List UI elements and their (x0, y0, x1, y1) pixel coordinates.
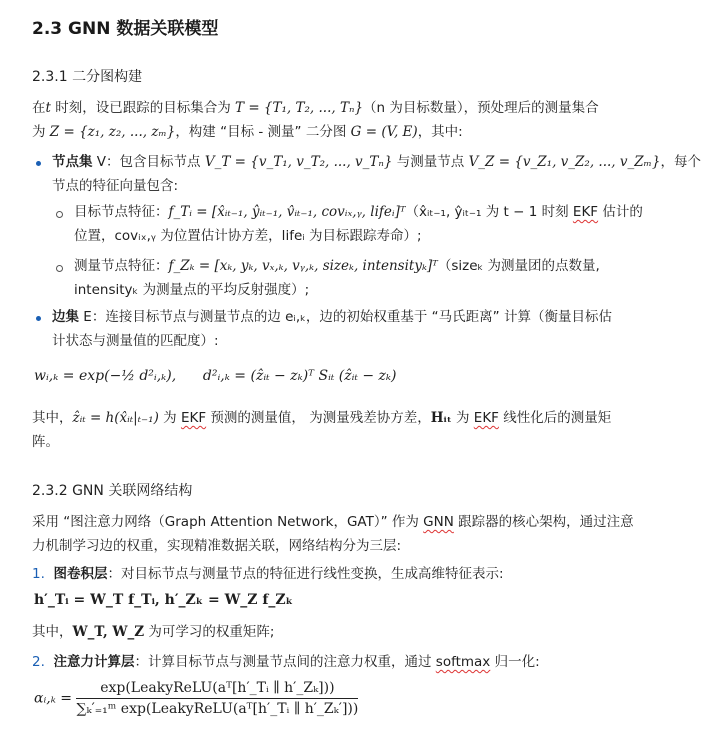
list-item-attention (32, 650, 706, 674)
list-number: 1. (32, 566, 45, 582)
where-text: 为 (451, 410, 474, 426)
graph-eq: G = (V, E) (350, 124, 418, 140)
edge-set-title: 边集 (52, 309, 79, 325)
section-heading-bipartite: 2.3.1 二分图构建 (32, 69, 143, 85)
measurement-feature-eq: f_Zₖ = [xₖ, yₖ, vₓ,ₖ, vᵧ,ₖ, sizeₖ, intensityₖ]ᵀ (168, 258, 438, 274)
measurement-feature-item (74, 254, 706, 302)
edge-set-text: 计状态与测量值的匹配度）: (52, 333, 219, 349)
weight-eq-left: wᵢ,ₖ = exp(−½ d²ᵢ,ₖ), (34, 368, 177, 384)
node-set-item (52, 150, 706, 198)
gnn-term: GNN (423, 514, 454, 530)
list-number: 2. (32, 654, 45, 670)
node-set-title: 节点集 (52, 154, 93, 170)
target-feature-label: 目标节点特征： (74, 204, 169, 220)
section-heading-network: 2.3.2 GNN 关联网络结构 (32, 483, 193, 499)
node-set-text: V：包含目标节点 (92, 154, 205, 170)
linear-transform-equation (34, 592, 293, 608)
ekf-term: EKF (473, 410, 499, 426)
jacobian-symbol: Hᵢₜ (430, 410, 452, 426)
attention-eq-lhs: αᵢ,ₖ = (34, 690, 73, 707)
where-text: 为 (158, 410, 181, 426)
measurement-feature-label: 测量节点特征： (74, 258, 169, 274)
node-set-text: 节点的特征向量包含: (52, 178, 179, 194)
gat-intro-text: 采用 “图注意力网络（Graph Attention Network，GAT）” 作为 (32, 514, 424, 530)
ekf-term: EKF (180, 410, 207, 426)
target-feature-text: （x̂ᵢₜ₋₁, ŷᵢₜ₋₁ 为 t − 1 时刻 (405, 204, 573, 220)
attention-fraction (76, 680, 358, 717)
gat-intro-paragraph (32, 510, 706, 558)
target-feature-text: 位置，covᵢₓ,ᵧ 为位置估计协方差，lifeᵢ 为目标跟踪寿命）; (74, 228, 422, 244)
list-item-graph-conv (32, 562, 706, 586)
bullet-icon (36, 316, 41, 321)
softmax-term: softmax (435, 654, 491, 670)
weight-matrix-text: 其中， (32, 624, 73, 640)
attention-numerator: exp(LeakyReLU(aᵀ[h′_Tᵢ ∥ h′_Zₖ])) (76, 680, 358, 699)
attention-text: ：计算目标节点与测量节点间的注意力权重，通过 (134, 654, 436, 670)
node-set-text: ，每个 (660, 154, 702, 170)
intro-text: ，构建 “目标 - 测量” 二分图 (175, 124, 351, 140)
page-title: 2.3 GNN 数据关联模型 (32, 19, 219, 39)
where-text: 预测的测量值， 为测量残差协方差， (206, 410, 431, 426)
sub-bullet-icon (56, 211, 63, 218)
where-text: 线性化后的测量矩 (498, 410, 612, 426)
measurement-feature-text: （sizeₖ 为测量团的点数量, (437, 258, 600, 274)
intro-text: （n 为目标数量），预处理后的测量集合 (363, 100, 599, 116)
gat-intro-text: 力机制学习边的权重，实现精准数据关联，网络结构分为三层: (32, 538, 402, 554)
node-set-text: 与测量节点 (392, 154, 469, 170)
attention-equation (34, 680, 358, 717)
edge-set-item (52, 305, 706, 353)
where-text: 阵。 (32, 434, 59, 450)
attention-text: 归一化: (490, 654, 540, 670)
target-nodes-eq: V_T = {v_T₁, v_T₂, ..., v_Tₙ} (204, 154, 393, 170)
weight-matrix-symbols: W_T, W_Z (72, 624, 145, 640)
measurement-set-eq: Z = {z₁, z₂, ..., zₘ} (49, 124, 176, 140)
where-paragraph (32, 406, 706, 454)
weight-equation (34, 368, 397, 384)
weight-matrix-text: 为可学习的权重矩阵; (144, 624, 275, 640)
ekf-term: EKF (572, 204, 599, 220)
target-feature-text: 估计的 (598, 204, 643, 220)
target-feature-item (74, 200, 706, 248)
edge-set-text: E：连接目标节点与测量节点的边 eᵢ,ₖ，边的初始权重基于 “马氏距离” 计算（衡量目标估 (79, 309, 612, 325)
graph-conv-title: 图卷积层 (53, 566, 108, 582)
attention-title: 注意力计算层 (53, 654, 135, 670)
time-var: t (45, 100, 51, 116)
weight-matrix-note (32, 620, 706, 644)
measurement-nodes-eq: V_Z = {v_Z₁, v_Z₂, ..., v_Zₘ} (468, 154, 661, 170)
measurement-feature-text: intensityₖ 为测量点的平均反射强度）; (74, 282, 310, 298)
graph-conv-text: ：对目标节点与测量节点的特征进行线性变换，生成高维特征表示: (107, 566, 504, 582)
gat-intro-text: 跟踪器的核心架构，通过注意 (453, 514, 634, 530)
intro-text: 在 (32, 100, 46, 116)
predicted-measurement-eq: ẑᵢₜ = h(x̂ᵢₜ|ₜ₋₁) (72, 410, 159, 426)
intro-text: 时刻，设已跟踪的目标集合为 (50, 100, 236, 116)
sub-bullet-icon (56, 265, 63, 272)
linear-transform-eq: h′_Tᵢ = W_T f_Tᵢ, h′_Zₖ = W_Z f_Zₖ (34, 592, 293, 608)
target-set-eq: T = {T₁, T₂, ..., Tₙ} (235, 100, 364, 116)
where-text: 其中， (32, 410, 73, 426)
attention-denominator: ∑ₖ′₌₁ᵐ exp(LeakyReLU(aᵀ[h′_Tᵢ ∥ h′_Zₖ′])) (76, 701, 359, 717)
intro-text: 为 (32, 124, 50, 140)
bullet-icon (36, 161, 41, 166)
target-feature-eq: f_Tᵢ = [x̂ᵢₜ₋₁, ŷᵢₜ₋₁, v̂ᵢₜ₋₁, covᵢₓ,ᵧ, lifeᵢ]ᵀ (168, 204, 406, 220)
intro-paragraph (32, 96, 706, 144)
mahalanobis-eq: d²ᵢ,ₖ = (ẑᵢₜ − zₖ)ᵀ Sᵢₜ (ẑᵢₜ − zₖ) (202, 368, 397, 384)
intro-text: ，其中: (417, 124, 463, 140)
